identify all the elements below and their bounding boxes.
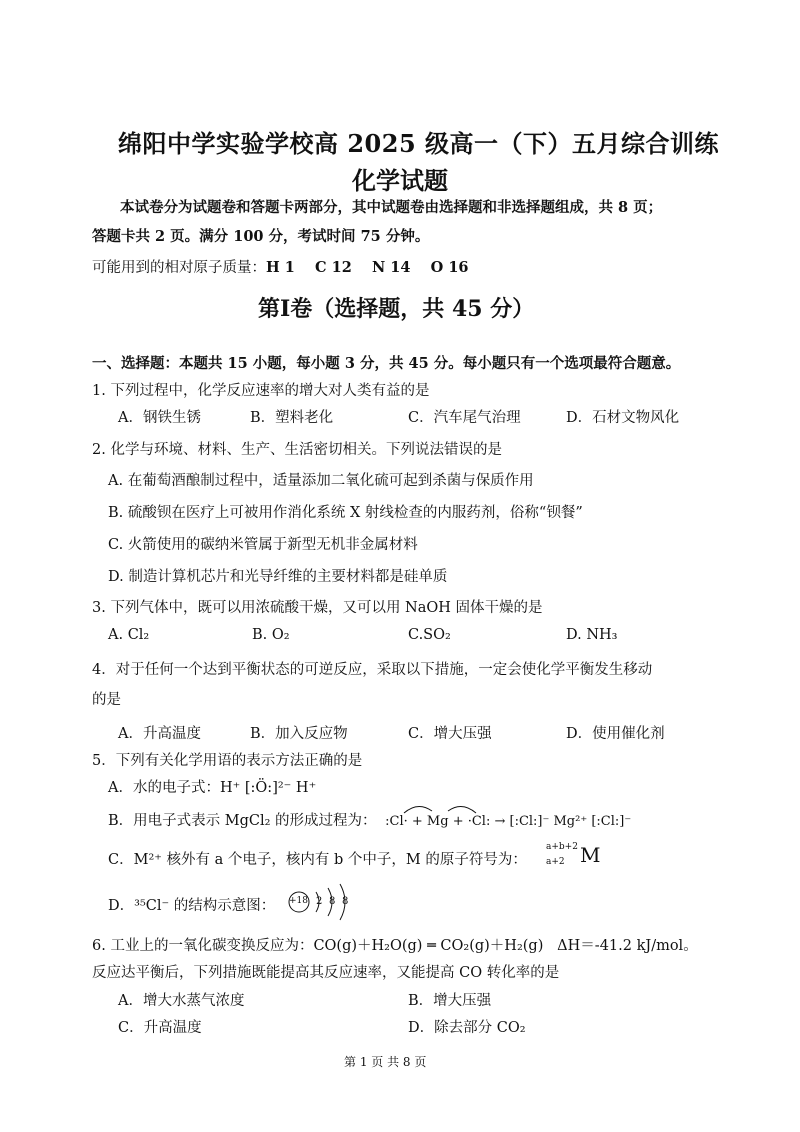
q6-option-d: D．除去部分 CO₂ xyxy=(408,1020,526,1036)
shell-1-electrons: 2 xyxy=(316,896,323,907)
q5-option-d-text: D．³⁵Cl⁻ 的结构示意图： xyxy=(108,898,276,914)
q1-option-a: A．钢铁生锈 xyxy=(118,410,201,426)
q4-stem-line-2: 的是 xyxy=(92,692,121,708)
q2-option-d: D. 制造计算机芯片和光导纤维的主要材料都是硅单质 xyxy=(108,569,448,585)
q3-stem: 3. 下列气体中，既可以用浓硫酸干燥，又可以用 NaOH 固体干燥的是 xyxy=(92,600,543,616)
q4-option-b: B．加入反应物 xyxy=(250,726,348,742)
q5-stem: 5．下列有关化学用语的表示方法正确的是 xyxy=(92,753,363,769)
section-instruction: 一、选择题：本题共 15 小题，每小题 3 分，共 45 分。每小题只有一个选项最符合题意。 xyxy=(92,355,681,372)
q3-option-b: B. O₂ xyxy=(252,627,290,643)
shell-3-electrons: 8 xyxy=(342,896,349,907)
q6-stem-line-1: 6. 工业上的一氧化碳变换反应为：CO(g)＋H₂O(g) ═ CO₂(g)＋H₂(g) ΔH＝-41.2 kJ/mol。 xyxy=(92,938,698,954)
q6-option-b: B．增大压强 xyxy=(408,993,492,1009)
intro-line-2: 答题卡共 2 页。满分 100 分，考试时间 75 分钟。 xyxy=(92,228,430,245)
section-title: 第Ⅰ卷（选择题，共 45 分） xyxy=(258,296,535,322)
atomic-mass-line xyxy=(92,256,469,277)
q2-option-a: A. 在葡萄酒酿制过程中，适量添加二氧化硫可起到杀菌与保质作用 xyxy=(108,473,534,489)
q3-option-a: A. Cl₂ xyxy=(108,627,150,643)
mgcl2-formation-formula: :Cl· + Mg + ·Cl: → [:Cl:]⁻ Mg²⁺ [:Cl:]⁻ xyxy=(385,814,632,829)
exam-title: 绵阳中学实验学校高 2025 级高一（下）五月综合训练 xyxy=(118,129,720,158)
q1-option-d: D．石材文物风化 xyxy=(566,410,680,426)
q2-option-c: C. 火箭使用的碳纳米管属于新型无机非金属材料 xyxy=(108,537,418,553)
atomic-mass-values: H 1 C 12 N 14 O 16 xyxy=(266,259,469,276)
q4-option-a: A．升高温度 xyxy=(118,726,201,742)
q5-option-c-text: C．M²⁺ 核外有 a 个电子，核内有 b 个中子，M 的原子符号为： xyxy=(108,852,527,868)
q2-stem: 2. 化学与环境、材料、生产、生活密切相关。下列说法错误的是 xyxy=(92,442,502,458)
q1-option-c: C．汽车尾气治理 xyxy=(408,410,521,426)
q2-option-b: B. 硫酸钡在医疗上可被用作消化系统 X 射线检查的内服药剂，俗称“钡餐” xyxy=(108,505,583,521)
q5-option-b-text: B．用电子式表示 MgCl₂ 的形成过程为： xyxy=(108,813,377,829)
q6-stem-line-2: 反应达平衡后，下列措施既能提高其反应速率，又能提高 CO 转化率的是 xyxy=(92,965,560,981)
exam-subtitle: 化学试题 xyxy=(352,166,448,195)
q5-option-a: A．水的电子式：H⁺ [:Ö:]²⁻ H⁺ xyxy=(108,780,317,796)
nuclide-atomic-number: a+2 xyxy=(546,857,565,867)
q1-option-b: B．塑料老化 xyxy=(250,410,334,426)
q6-option-a: A．增大水蒸气浓度 xyxy=(118,993,245,1009)
q6-option-c: C．升高温度 xyxy=(118,1020,202,1036)
q3-option-c: C.SO₂ xyxy=(408,627,451,643)
page-number: 第 1 页 共 8 页 xyxy=(344,1055,427,1069)
q4-option-c: C．增大压强 xyxy=(408,726,492,742)
q5-option-b xyxy=(108,809,631,830)
q5-option-c xyxy=(108,848,527,869)
q4-stem-line-1: 4．对于任何一个达到平衡状态的可逆反应，采取以下措施，一定会使化学平衡发生移动 xyxy=(92,662,653,678)
nuclide-mass-number: a+b+2 xyxy=(546,842,578,852)
shell-2-electrons: 8 xyxy=(329,896,336,907)
electron-transfer-arrows xyxy=(396,801,486,815)
nuclide-symbol xyxy=(546,840,606,872)
q4-option-d: D．使用催化剂 xyxy=(566,726,665,742)
q1-stem: 1. 下列过程中，化学反应速率的增大对人类有益的是 xyxy=(92,383,430,399)
q3-option-d: D. NH₃ xyxy=(566,627,618,643)
q5-option-d xyxy=(108,894,275,915)
nucleus-charge: +18 xyxy=(289,896,308,906)
atomic-mass-label: 可能用到的相对原子质量： xyxy=(92,260,266,276)
nuclide-element-symbol: M xyxy=(580,843,601,867)
intro-line-1: 本试卷分为试题卷和答题卡两部分，其中试题卷由选择题和非选择题组成，共 8 页； xyxy=(120,199,663,216)
